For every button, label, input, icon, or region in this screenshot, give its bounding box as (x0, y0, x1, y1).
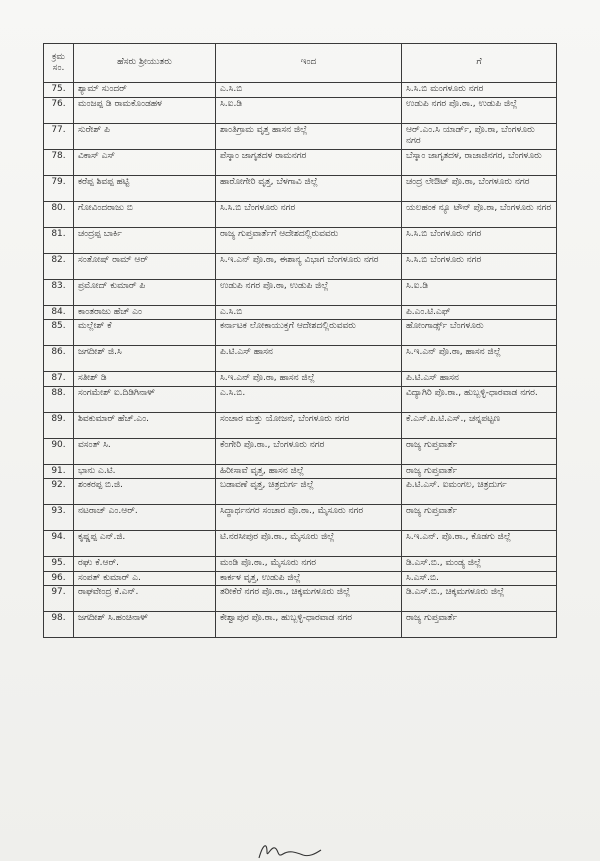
row-name: ಮಲ್ಲೇಶ್ ಕೆ (74, 320, 216, 346)
row-to: ಸಿ.ಐ.ಡಿ (402, 279, 557, 305)
row-serial: 90. (44, 438, 74, 464)
row-to: ಪಿ.ಟಿ.ಎಸ್. ಐಮಂಗಲ, ಚಿತ್ರದುರ್ಗ (402, 479, 557, 505)
row-serial: 78. (44, 149, 74, 175)
table-row (44, 201, 557, 227)
row-from: ಮಂಡಿ ಪೊ.ಠಾ., ಮೈಸೂರು ನಗರ (216, 557, 402, 572)
row-serial: 82. (44, 253, 74, 279)
row-from: ಕಾರ್ಕಳ ವೃತ್ತ, ಉಡುಪಿ ಜಿಲ್ಲೆ (216, 571, 402, 586)
row-to: ಸಿ.ಸಿ.ಬಿ ಮಂಗಳೂರು ನಗರ (402, 83, 557, 98)
row-from: ತರೀಕೆರೆ ನಗರ ಪೊ.ಠಾ., ಚಿಕ್ಕಮಗಳೂರು ಜಿಲ್ಲೆ (216, 586, 402, 612)
table-row (44, 557, 557, 572)
row-serial: 95. (44, 557, 74, 572)
row-name: ಕರೆಪ್ಪ ಶಿವಪ್ಪ ಹಟ್ಟಿ (74, 175, 216, 201)
header-name: ಹೆಸರು ಶ್ರೀಯುತರು (74, 44, 216, 83)
row-name: ಸಂತೋಷ್ ರಾಮ್ ಆರ್ (74, 253, 216, 279)
row-from: ಟಿ.ನರಸೀಪುರ ಪೊ.ಠಾ., ಮೈಸೂರು ಜಿಲ್ಲೆ (216, 531, 402, 557)
row-serial: 76. (44, 97, 74, 123)
row-to: ಪಿ.ಟಿ.ಎಸ್ ಹಾಸನ (402, 372, 557, 387)
transfer-table (43, 43, 557, 638)
row-to: ಸಿ.ಸಿ.ಬಿ ಬೆಂಗಳೂರು ನಗರ (402, 253, 557, 279)
row-name: ಕಾಂತರಾಜು ಹೆಚ್ ಎಂ (74, 305, 216, 320)
table-row (44, 479, 557, 505)
row-to: ಸಿ.ಇ.ಎನ್. ಪೊ.ಠಾ., ಕೊಡಗು ಜಿಲ್ಲೆ (402, 531, 557, 557)
row-serial: 96. (44, 571, 74, 586)
row-to: ರಾಜ್ಯ ಗುಪ್ತವಾರ್ತೆ (402, 612, 557, 638)
row-from: ಉಡುಪಿ ನಗರ ಪೊ.ಠಾ, ಉಡುಪಿ ಜಿಲ್ಲೆ (216, 279, 402, 305)
table-row (44, 279, 557, 305)
table-row (44, 464, 557, 479)
table-row (44, 505, 557, 531)
row-name: ಭಾನು ಎ.ಟಿ. (74, 464, 216, 479)
row-to: ರಾಜ್ಯ ಗುಪ್ತವಾರ್ತೆ (402, 505, 557, 531)
header-to: ಗೆ (402, 44, 557, 83)
header-from: ಇಂದ (216, 44, 402, 83)
table-row (44, 612, 557, 638)
row-from: ಸಿ.ಸಿ.ಬಿ ಬೆಂಗಳೂರು ನಗರ (216, 201, 402, 227)
row-to: ವಿದ್ಯಾಗಿರಿ ಪೊ.ಠಾ., ಹುಬ್ಬಳ್ಳಿ-ಧಾರವಾಡ ನಗರ. (402, 386, 557, 412)
row-name: ಚಂದ್ರಪ್ಪ ಬಾರ್ಕಿ (74, 227, 216, 253)
table-header-row (44, 44, 557, 83)
row-serial: 80. (44, 201, 74, 227)
row-serial: 85. (44, 320, 74, 346)
table-row (44, 253, 557, 279)
table-row (44, 571, 557, 586)
row-serial: 98. (44, 612, 74, 638)
row-name: ವಸಂತ್ ಸಿ. (74, 438, 216, 464)
table-row (44, 438, 557, 464)
row-to: ಚಂದ್ರ ಲೇಔಟ್ ಪೊ.ಠಾ, ಬೆಂಗಳೂರು ನಗರ (402, 175, 557, 201)
row-serial: 92. (44, 479, 74, 505)
row-name: ರಾಘವೇಂದ್ರ ಕೆ.ಎನ್. (74, 586, 216, 612)
row-from: ಸಿದ್ಧಾರ್ಥನಗರ ಸಂಚಾರ ಪೊ.ಠಾ., ಮೈಸೂರು ನಗರ (216, 505, 402, 531)
row-serial: 79. (44, 175, 74, 201)
table-row (44, 123, 557, 149)
table-row (44, 83, 557, 98)
row-name: ಸುರೇಶ್ ಪಿ (74, 123, 216, 149)
row-from: ಕರ್ನಾಟಕ ಲೋಕಾಯುಕ್ತಗೆ ಆದೇಶದಲ್ಲಿರುವವರು (216, 320, 402, 346)
row-from: ಹಿರೀಸಾವೆ ವೃತ್ತ, ಹಾಸನ ಜಿಲ್ಲೆ (216, 464, 402, 479)
row-to: ಯಲಹಂಕ ನ್ಯೂ ಟೌನ್ ಪೊ.ಠಾ, ಬೆಂಗಳೂರು ನಗರ (402, 201, 557, 227)
row-from: ಸಿ.ಇ.ಎನ್ ಪೊ.ಠಾ, ಹಾಸನ ಜಿಲ್ಲೆ (216, 372, 402, 387)
row-name: ರಘು ಕೆ.ಆರ್. (74, 557, 216, 572)
row-to: ಡಿ.ಎಸ್.ಬಿ., ಚಿಕ್ಕಮಗಳೂರು ಜಿಲ್ಲೆ (402, 586, 557, 612)
row-name: ಗೋವಿಂದರಾಜು ಬಿ (74, 201, 216, 227)
row-from: ಶಾಂತಿಗ್ರಾಮ ವೃತ್ತ ಹಾಸನ ಜಿಲ್ಲೆ (216, 123, 402, 149)
row-serial: 93. (44, 505, 74, 531)
row-to: ಡಿ.ಎಸ್.ಬಿ., ಮಂಡ್ಯ ಜಿಲ್ಲೆ (402, 557, 557, 572)
row-name: ಜಗದೀಶ್ ಜಿ.ಸಿ (74, 346, 216, 372)
row-name: ಪ್ರಮೋದ್ ಕುಮಾರ್ ಪಿ (74, 279, 216, 305)
row-serial: 91. (44, 464, 74, 479)
row-to: ರಾಜ್ಯ ಗುಪ್ತವಾರ್ತೆ (402, 438, 557, 464)
row-to: ಸಿ.ಇ.ಎನ್ ಪೊ.ಠಾ, ಹಾಸನ ಜಿಲ್ಲೆ (402, 346, 557, 372)
row-to: ರಾಜ್ಯ ಗುಪ್ತವಾರ್ತೆ (402, 464, 557, 479)
row-name: ಸತೀಶ್ ಡಿ (74, 372, 216, 387)
row-name: ಶಂಕರಪ್ಪ ಬಿ.ಜಿ. (74, 479, 216, 505)
row-to: ಸಿ.ಸಿ.ಬಿ ಬೆಂಗಳೂರು ನಗರ (402, 227, 557, 253)
row-serial: 86. (44, 346, 74, 372)
table-row (44, 227, 557, 253)
table-row (44, 386, 557, 412)
row-name: ವಿಕಾಸ್ ಎಸ್ (74, 149, 216, 175)
row-from: ಸಿ.ಇ.ಎನ್ ಪೊ.ಠಾ, ಈಶಾನ್ಯ ವಿಭಾಗ ಬೆಂಗಳೂರು ನಗರ (216, 253, 402, 279)
row-name: ಮಂಜಪ್ಪ ಡಿ ರಾಮಕೊಂಡಹಳ (74, 97, 216, 123)
row-from: ಪಿ.ಟಿ.ಎಸ್ ಹಾಸನ (216, 346, 402, 372)
row-name: ನಟರಾಜ್ ಎಂ.ಆರ್. (74, 505, 216, 531)
table-row (44, 97, 557, 123)
row-serial: 84. (44, 305, 74, 320)
row-from: ಬಡಾವಣೆ ವೃತ್ತ, ಚಿತ್ರದುರ್ಗ ಜಿಲ್ಲೆ (216, 479, 402, 505)
row-to: ಪಿ.ಎಂ.ಟಿ.ಎಫ್ (402, 305, 557, 320)
row-name: ಶಿವಕುಮಾರ್ ಹೆಚ್.ಎಂ. (74, 412, 216, 438)
table-row (44, 175, 557, 201)
row-to: ಕೆ.ಎಸ್.ಪಿ.ಟಿ.ಎಸ್., ಚನ್ನಪಟ್ಟಣ (402, 412, 557, 438)
row-name: ಶ್ಯಾಮ್ ಸುಂದರ್ (74, 83, 216, 98)
row-to: ಸಿ.ಎಸ್.ಬಿ. (402, 571, 557, 586)
row-from: ಎ.ಸಿ.ಬಿ (216, 305, 402, 320)
table-row (44, 305, 557, 320)
table-row (44, 346, 557, 372)
row-serial: 94. (44, 531, 74, 557)
row-from: ಸಿ.ಐ.ಡಿ (216, 97, 402, 123)
table-row (44, 586, 557, 612)
row-from: ರಾಜ್ಯ ಗುಪ್ತವಾರ್ತೆಗೆ ಆದೇಶದಲ್ಲಿರುವವರು (216, 227, 402, 253)
row-from: ಕೇಶ್ವಾಪುರ ಪೊ.ಠಾ., ಹುಬ್ಬಳ್ಳಿ-ಧಾರವಾಡ ನಗರ (216, 612, 402, 638)
row-name: ಸಂಗಮೇಶ್ ಐ.ದಿಡಿಗಿನಾಳ್ (74, 386, 216, 412)
row-name: ಜಗದೀಶ್ ಸಿ.ಹಂಚಿನಾಳ್ (74, 612, 216, 638)
row-to: ಬೆಸ್ಕಾಂ ಜಾಗೃತದಳ, ರಾಜಾಜಿನಗರ, ಬೆಂಗಳೂರು (402, 149, 557, 175)
row-name: ಕೃಷ್ಣಪ್ಪ ಎನ್.ಜಿ. (74, 531, 216, 557)
row-serial: 87. (44, 372, 74, 387)
table-row (44, 531, 557, 557)
row-from: ಎ.ಸಿ.ಬಿ (216, 83, 402, 98)
row-from: ಹಾರೋಗೇರಿ ವೃತ್ತ, ಬೆಳಗಾವಿ ಜಿಲ್ಲೆ (216, 175, 402, 201)
header-serial: ಕ್ರಮ ಸಂ. (44, 44, 74, 83)
table-row (44, 372, 557, 387)
row-to: ಉಡುಪಿ ನಗರ ಪೊ.ಠಾ., ಉಡುಪಿ ಜಿಲ್ಲೆ (402, 97, 557, 123)
row-name: ಸಂಪತ್ ಕುಮಾರ್ ಎ. (74, 571, 216, 586)
table-row (44, 149, 557, 175)
table-body (44, 83, 557, 638)
row-serial: 83. (44, 279, 74, 305)
row-from: ಪೆಸ್ಕಾಂ ಜಾಗೃತದಳ ರಾಮನಗರ (216, 149, 402, 175)
row-from: ಕೆಂಗೇರಿ ಪೊ.ಠಾ., ಬೆಂಗಳೂರು ನಗರ (216, 438, 402, 464)
table-row (44, 320, 557, 346)
row-from: ಸಂಚಾರ ಮತ್ತು ಯೋಜನೆ, ಬೆಂಗಳೂರು ನಗರ (216, 412, 402, 438)
signature-mark (255, 838, 325, 860)
row-serial: 81. (44, 227, 74, 253)
row-serial: 75. (44, 83, 74, 98)
table-row (44, 412, 557, 438)
row-to: ಹೋಂಗಾರ್ಡ್ಸ್ ಬೆಂಗಳೂರು (402, 320, 557, 346)
row-serial: 88. (44, 386, 74, 412)
row-serial: 77. (44, 123, 74, 149)
row-serial: 97. (44, 586, 74, 612)
row-from: ಎ.ಸಿ.ಬಿ. (216, 386, 402, 412)
row-to: ಆರ್.ಎಂ.ಸಿ ಯಾರ್ಡ್, ಪೊ.ಠಾ, ಬೆಂಗಳೂರು ನಗರ (402, 123, 557, 149)
row-serial: 89. (44, 412, 74, 438)
